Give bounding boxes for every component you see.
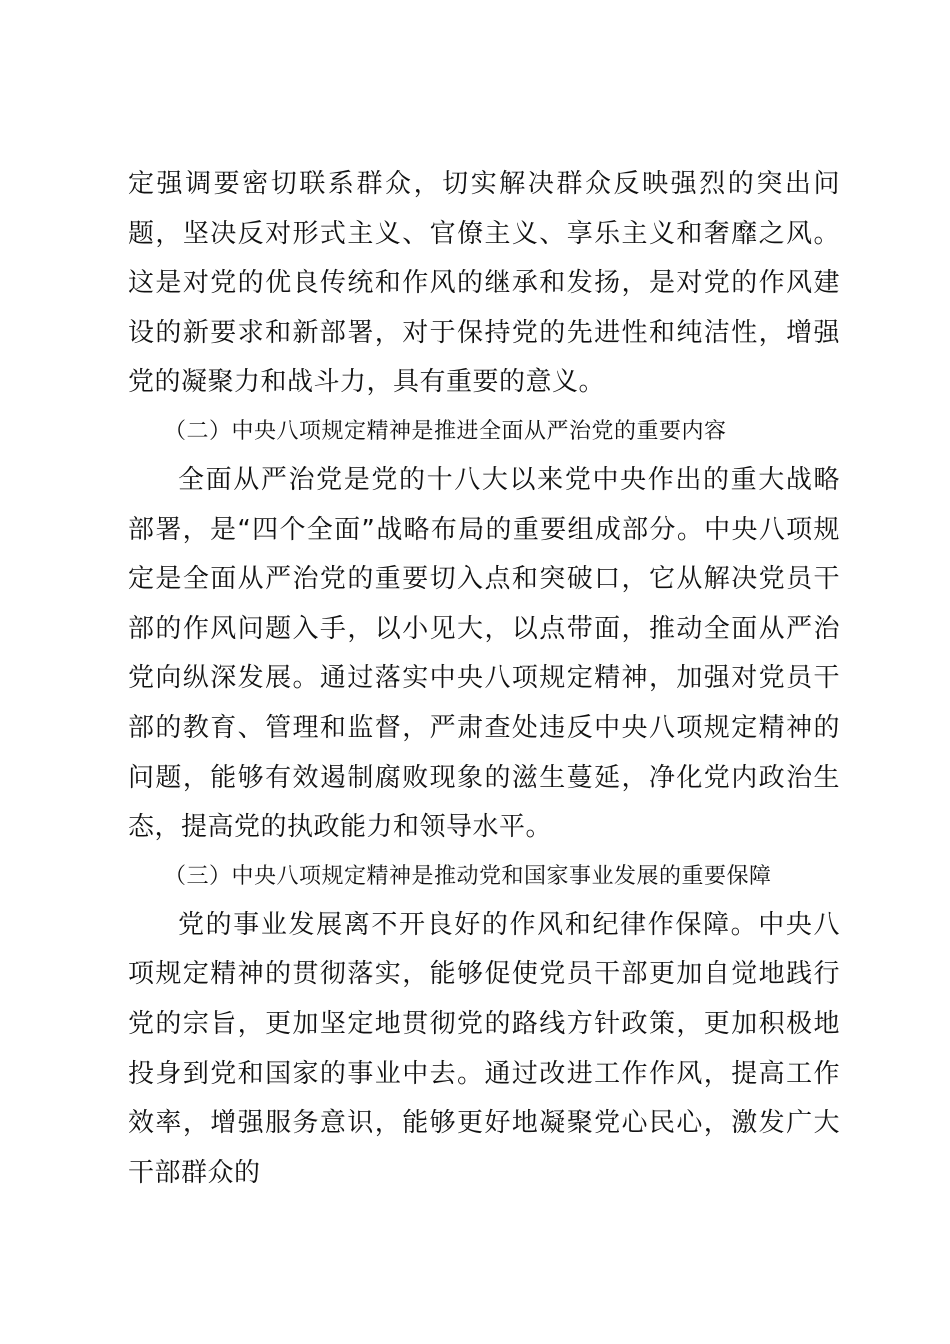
paragraph-2: 全面从严治党是党的十八大以来党中央作出的重大战略部署，是“四个全面”战略布局的重要组成部分。中央八项规定是全面从严治党的重要切入点和突破口，它从解决党员干部的作风问题入手，以小见大，以点带面，推动全面从严治党向纵深发展。通过落实中央八项规定精神，加强对党员干部的教育、管理和监督，严肃查处违反中央八项规定精神的问题，能够有效遏制腐败现象的滋生蔓延，净化党内政治生态，提高党的执政能力和领导水平。	[128, 464, 840, 843]
section-heading-3: （三）中央八项规定精神是推动党和国家事业发展的重要保障	[164, 863, 772, 889]
paragraph-3: 党的事业发展离不开良好的作风和纪律作保障。中央八项规定精神的贯彻落实，能够促使党员干部更加自觉地践行党的宗旨，更加坚定地贯彻党的路线方针政策，更加积极地投身到党和国家的事业中去。通过改进工作作风，提高工作效率，增强服务意识，能够更好地凝聚党心民心，激发广大干部群众的	[128, 909, 840, 1188]
section-heading-2: （二）中央八项规定精神是推进全面从严治党的重要内容	[164, 418, 727, 444]
paragraph-1: 定强调要密切联系群众，切实解决群众反映强烈的突出问题，坚决反对形式主义、官僚主义、享乐主义和奢靡之风。这是对党的优良传统和作风的继承和发扬，是对党的作风建设的新要求和新部署，对于保持党的先进性和纯洁性，增强党的凝聚力和战斗力，具有重要的意义。	[128, 169, 840, 398]
document-body	[128, 160, 840, 1198]
